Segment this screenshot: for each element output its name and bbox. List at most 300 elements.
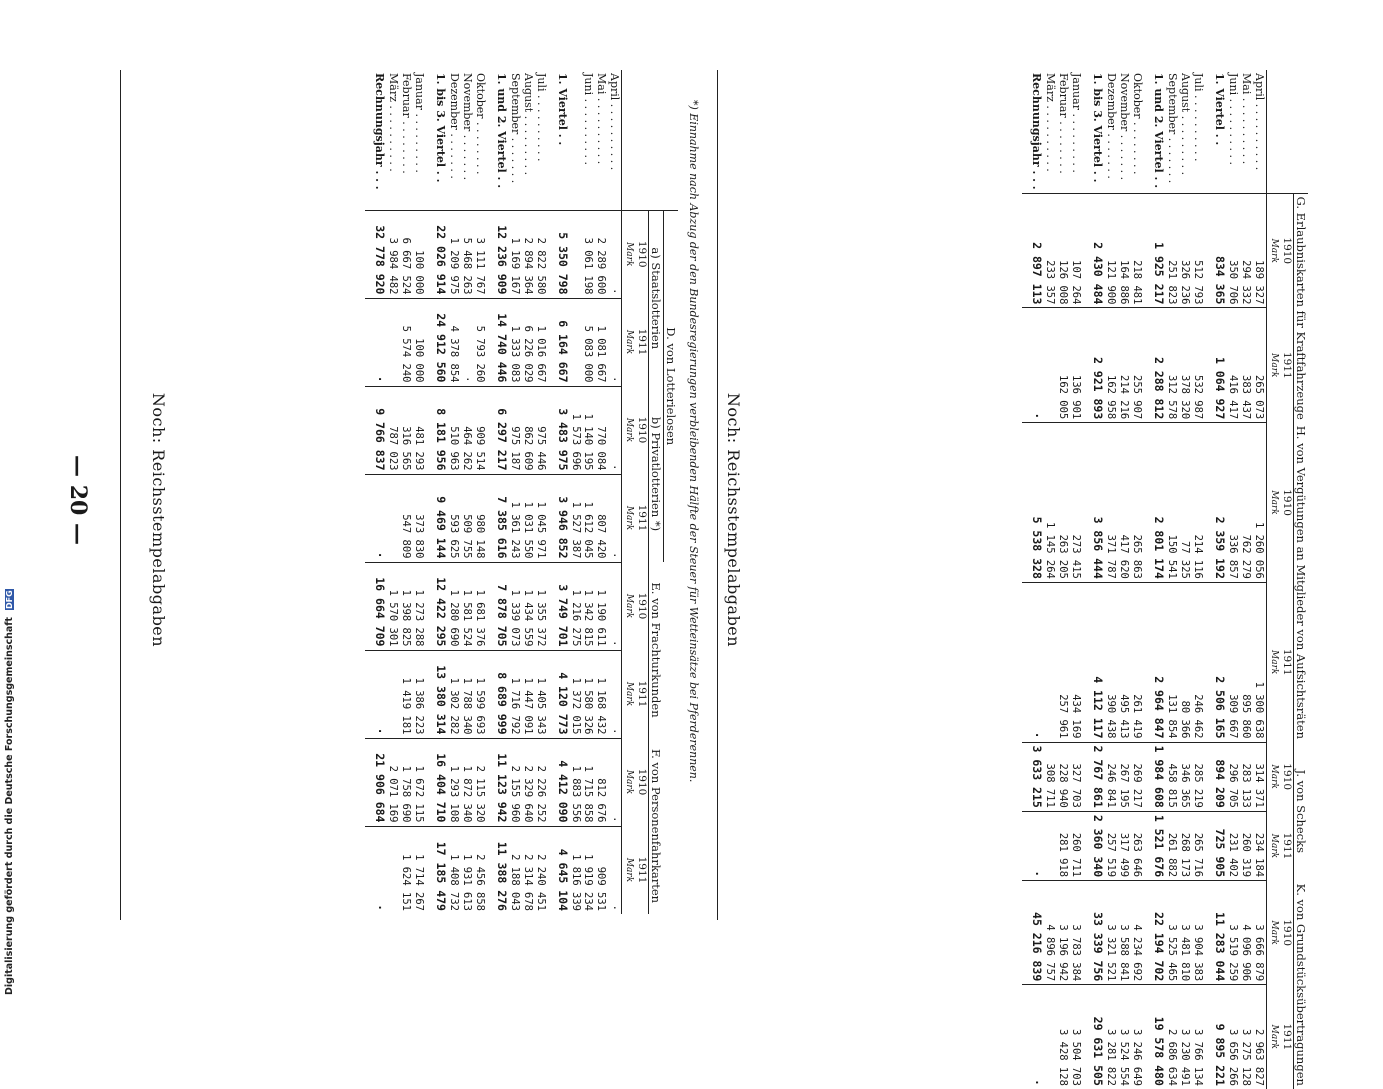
table-cell: · <box>461 298 474 386</box>
table-cell: 136 901 <box>1070 308 1083 423</box>
table-cell: · <box>1022 308 1044 423</box>
lower-table <box>1022 70 1308 1089</box>
table-cell: 285 219 <box>1192 742 1205 811</box>
table-cell: 5 793 260 <box>474 298 487 386</box>
table-cell: 373 830 <box>413 474 426 562</box>
table-cell: · <box>365 298 387 386</box>
unit-label: Mark <box>1269 238 1279 263</box>
table-cell: 1 925 217 <box>1144 193 1166 308</box>
table-cell: 269 217 <box>1131 742 1144 811</box>
label-header-blank <box>622 70 664 210</box>
table-row <box>461 70 474 914</box>
table-row <box>1070 70 1083 1089</box>
year-header: 1911 Mark <box>1267 582 1294 742</box>
table-cell: 1 190 611 <box>595 562 608 650</box>
table-cell: 350 706 <box>1227 193 1240 308</box>
unit-label: Mark <box>1269 1024 1279 1049</box>
table-cell: 1 931 613 <box>461 854 474 911</box>
table-cell: · <box>608 562 622 650</box>
table-cell: 3 246 649 <box>1131 1029 1144 1086</box>
table-cell: 3 666 879 <box>1253 881 1267 985</box>
table-cell: 1 398 825 <box>400 562 413 650</box>
lower-top-rule <box>717 70 718 920</box>
table-cell: 231 402 <box>1227 811 1240 880</box>
table-cell: 4 112 117 <box>1083 582 1105 742</box>
row-label: Februar . . . . . . . . <box>1057 70 1070 193</box>
unit-label: Mark <box>624 505 634 531</box>
row-label: September . . . . . . . <box>509 70 522 210</box>
table-cell: 126 008 <box>1057 193 1070 308</box>
table-cell: 296 705 <box>1227 742 1240 811</box>
table-cell: 1 405 343 <box>535 650 548 738</box>
table-cell: 1 386 223 <box>413 650 426 738</box>
table-cell: 2 288 812 <box>1144 308 1166 423</box>
table-cell: 283 133 <box>1240 742 1253 811</box>
table-cell: 263 646 <box>1131 811 1144 880</box>
page-number: — 20 — <box>65 455 91 545</box>
table-cell: 24 912 560 <box>426 298 448 386</box>
table-cell: · <box>608 210 622 298</box>
table-cell: 2 921 893 <box>1083 308 1105 423</box>
table-cell <box>1044 308 1057 423</box>
unit-label: Mark <box>1269 353 1279 378</box>
table-cell: 29 631 505 <box>1091 1016 1105 1086</box>
table-cell: 1 031 550 <box>522 474 535 562</box>
table-cell: 1 302 282 <box>448 650 461 738</box>
table-cell: 1 599 693 <box>474 650 487 738</box>
table-cell: 1 169 167 <box>509 210 522 298</box>
table-cell: 80 366 <box>1179 582 1192 742</box>
table-cell: 2 430 484 <box>1083 193 1105 308</box>
table-cell: 131 854 <box>1166 582 1179 742</box>
table-cell: 3 588 841 <box>1118 881 1131 985</box>
year-header: 1911 Mark <box>622 650 649 738</box>
table-cell: 16 664 709 <box>365 562 387 650</box>
table-row <box>387 70 400 914</box>
table-cell: 6 297 217 <box>487 386 509 474</box>
table-cell: 11 283 044 <box>1205 881 1227 985</box>
table-row <box>595 70 608 914</box>
table-row <box>1240 70 1253 1089</box>
table-cell: 1 342 815 <box>582 562 595 650</box>
upper-header-filler <box>664 562 679 914</box>
table-cell: 228 940 <box>1057 742 1070 811</box>
table-cell: 251 823 <box>1166 193 1179 308</box>
table-cell: 1 681 376 <box>474 562 487 650</box>
table-cell: 1 714 267 <box>413 854 426 911</box>
table-cell: 5 350 798 <box>548 210 570 298</box>
dfg-logo: DFG <box>5 590 14 609</box>
table-sum-row <box>426 70 448 914</box>
unit-label: Mark <box>624 681 634 707</box>
table-cell: 3 111 767 <box>474 210 487 298</box>
table-cell: 390 438 <box>1105 582 1118 742</box>
table-cell: 3 946 852 <box>548 474 570 562</box>
row-label: April . . . . . . . . . . <box>1253 70 1267 193</box>
unit-label: Mark <box>624 593 634 619</box>
table-cell: 3 230 491 <box>1179 1029 1192 1086</box>
table-cell <box>1044 985 1057 1089</box>
table-row <box>1044 70 1057 1089</box>
table-cell: 3 275 128 <box>1240 1029 1253 1086</box>
group-g-kraftfahrzeuge: G. Erlaubniskarten für Kraftfahrzeuge <box>1294 193 1309 423</box>
table-cell: 1 361 243 <box>509 474 522 562</box>
table-cell: 8 181 956 <box>426 386 448 474</box>
table-cell: 4 234 692 <box>1131 881 1144 985</box>
table-cell: · <box>365 650 387 738</box>
table-cell: 2 822 580 <box>535 210 548 298</box>
table-cell: 812 676 <box>595 738 608 826</box>
table-row <box>474 70 487 914</box>
table-cell: 257 519 <box>1105 811 1118 880</box>
row-label: Rechnungsjahr . . . <box>1022 70 1044 193</box>
row-label: Juli . . . . . . . . . . <box>535 70 548 210</box>
table-sum-row <box>487 70 509 914</box>
table-cell: 512 793 <box>1192 193 1205 308</box>
row-label: August . . . . . . . . . <box>1179 70 1192 193</box>
table-row <box>509 70 522 914</box>
table-cell: 510 963 <box>448 386 461 474</box>
table-cell: 100 000 <box>413 210 426 298</box>
table-cell: 975 187 <box>509 386 522 474</box>
table-cell: 458 815 <box>1166 742 1179 811</box>
label-header-blank <box>1267 70 1309 193</box>
table-cell: 1 140 195 <box>582 386 595 474</box>
table-cell: 261 882 <box>1166 811 1179 880</box>
table-cell: 19 578 480 <box>1152 1016 1166 1086</box>
row-label: 1. bis 3. Viertel . . <box>1083 70 1105 193</box>
group-d-privatlotterien: b) Privatlotterien *) <box>649 386 664 562</box>
year-header: 1910 Mark <box>1267 742 1294 811</box>
table-cell: 417 620 <box>1118 423 1131 583</box>
year-header: 1911 Mark <box>1267 985 1294 1089</box>
table-row <box>1118 70 1131 1089</box>
table-cell: 265 073 <box>1253 308 1267 423</box>
table-cell: 1 434 559 <box>522 562 535 650</box>
table-cell: 77 325 <box>1179 423 1192 583</box>
table-cell: 1 280 690 <box>448 562 461 650</box>
table-cell: 22 194 702 <box>1144 881 1166 985</box>
table-cell: 4 378 854 <box>448 298 461 386</box>
lower-section-title: Noch: Reichsstempelabgaben <box>724 392 743 648</box>
upper-section-title: Noch: Reichsstempelabgaben <box>149 392 168 648</box>
table-cell: 980 148 <box>474 474 487 562</box>
table-cell: 787 023 <box>387 386 400 474</box>
table-cell: 2 456 858 <box>474 854 487 911</box>
table-cell: 3 984 482 <box>387 210 400 298</box>
table-cell: 2 329 640 <box>522 738 535 826</box>
table-cell: 5 083 000 <box>582 298 595 386</box>
table-cell: 4 896 757 <box>1044 881 1057 985</box>
table-cell: 6 164 667 <box>548 298 570 386</box>
table-cell: 326 236 <box>1179 193 1192 308</box>
unit-label: Mark <box>1269 650 1279 675</box>
table-cell: 1 145 264 <box>1044 423 1057 583</box>
table-cell: 1 788 340 <box>461 650 474 738</box>
row-label: Januar . . . . . . . . . <box>1070 70 1083 193</box>
table-cell: 261 419 <box>1131 582 1144 742</box>
unit-label: Mark <box>1269 764 1279 789</box>
table-cell: 495 413 <box>1118 582 1131 742</box>
table-row <box>570 70 582 914</box>
table-cell: 260 711 <box>1070 811 1083 880</box>
group-d-lotterielose: D. von Lotterielosen <box>664 210 679 562</box>
table-cell: 9 895 221 <box>1213 1023 1227 1086</box>
table-cell: 1 419 181 <box>400 650 413 738</box>
table-row <box>1166 70 1179 1089</box>
table-cell: · <box>373 904 387 911</box>
row-label: Oktober . . . . . . . . <box>474 70 487 210</box>
table-cell: · <box>608 738 622 826</box>
table-sum-row <box>548 70 570 914</box>
table-cell: 1 045 971 <box>535 474 548 562</box>
table-cell: 2 359 192 <box>1205 423 1227 583</box>
table-cell: 346 365 <box>1179 742 1192 811</box>
table-cell: 6 667 524 <box>400 210 413 298</box>
table-cell: 100 000 <box>413 298 426 386</box>
row-label: Mai . . . . . . . . . . <box>595 70 608 210</box>
table-cell: 909 531 <box>595 866 608 911</box>
table-cell: 909 514 <box>474 386 487 474</box>
table-sum-row <box>1022 70 1044 1089</box>
table-cell: 3 481 810 <box>1179 881 1192 985</box>
table-cell: 1 372 015 <box>570 650 582 738</box>
table-cell: 3 321 521 <box>1105 881 1118 985</box>
table-cell: 2 964 847 <box>1144 582 1166 742</box>
table-cell: 509 755 <box>461 474 474 562</box>
table-cell: 1 573 696 <box>570 386 582 474</box>
table-cell: 2 506 165 <box>1205 582 1227 742</box>
table-row <box>522 70 535 914</box>
row-label: August . . . . . . . . . <box>522 70 535 210</box>
table-cell: 265 716 <box>1192 811 1205 880</box>
table-cell: 770 084 <box>595 386 608 474</box>
table-cell: 593 625 <box>448 474 461 562</box>
year-header: 1911 Mark <box>1267 308 1294 423</box>
table-cell: 218 481 <box>1131 193 1144 308</box>
table-cell: 214 116 <box>1192 423 1205 583</box>
table-cell: 16 404 710 <box>426 738 448 826</box>
table-cell: 1 016 667 <box>535 298 548 386</box>
row-label: Juni . . . . . . . . . . <box>582 70 595 210</box>
table-cell: 234 184 <box>1253 811 1267 880</box>
year-header: 1911 Mark <box>622 826 649 914</box>
table-cell: 2 767 861 <box>1083 742 1105 811</box>
table-cell: · <box>1022 582 1044 742</box>
table-cell: 1 715 858 <box>582 738 595 826</box>
table-cell: 3 783 384 <box>1070 881 1083 985</box>
table-cell: 6 226 029 <box>522 298 535 386</box>
row-label: Mai . . . . . . . . . . <box>1240 70 1253 193</box>
table-cell: 1 521 676 <box>1144 811 1166 880</box>
table-cell: 5 468 263 <box>461 210 474 298</box>
table-row <box>1192 70 1205 1089</box>
table-cell: 1 758 690 <box>400 738 413 826</box>
table-cell: · <box>1030 1078 1044 1086</box>
table-cell: 8 689 999 <box>487 650 509 738</box>
table-cell: 267 195 <box>1118 742 1131 811</box>
table-cell: · <box>608 474 622 562</box>
table-cell: 1 064 927 <box>1205 308 1227 423</box>
year-header: 1910 Mark <box>1267 193 1294 308</box>
table-cell: 1 527 387 <box>570 474 582 562</box>
table-cell: 260 319 <box>1240 811 1253 880</box>
table-cell <box>387 650 400 738</box>
table-cell: 255 907 <box>1131 308 1144 423</box>
table-cell: 257 961 <box>1057 582 1070 742</box>
table-cell: 1 883 556 <box>570 738 582 826</box>
table-cell: 895 860 <box>1240 582 1253 742</box>
table-cell: 1 816 339 <box>570 854 582 911</box>
table-cell: · <box>608 386 622 474</box>
digitization-credit-text: Digitalisierung gefördert durch die Deutsche Forschungsgemeinschaft <box>4 617 15 995</box>
unit-label: Mark <box>624 417 634 443</box>
table-cell: 11 388 276 <box>495 841 509 911</box>
table-cell <box>387 474 400 562</box>
table-cell: 834 365 <box>1205 193 1227 308</box>
table-row <box>1131 70 1144 1089</box>
table-row <box>535 70 548 914</box>
upper-top-rule <box>120 70 121 920</box>
table-cell <box>1044 582 1057 742</box>
table-cell: 1 300 638 <box>1253 582 1267 742</box>
table-cell: 3 519 259 <box>1227 881 1240 985</box>
row-label: September . . . . . . . <box>1166 70 1179 193</box>
unit-label: Mark <box>624 329 634 355</box>
year-header: 1910 Mark <box>622 562 649 650</box>
row-label: Dezember . . . . . . . <box>448 70 461 210</box>
table-cell: 107 264 <box>1070 193 1083 308</box>
table-cell: · <box>608 904 621 911</box>
upper-footnote: *) Einnahme nach Abzug der den Bundesregierungen verbleibenden Hälfte der Steuer für Wetteinsätze bei Pferderennen. <box>687 100 700 783</box>
row-label <box>570 70 582 210</box>
table-cell: 547 809 <box>400 474 413 562</box>
group-h-aufsichtsraete: H. von Vergütungen an Mitglieder von Aufsichtsräten <box>1294 423 1309 742</box>
table-row <box>1105 70 1118 1089</box>
table-cell: 273 415 <box>1070 423 1083 583</box>
table-cell: 807 420 <box>595 474 608 562</box>
table-cell: · <box>608 298 622 386</box>
table-cell: 975 446 <box>535 386 548 474</box>
table-cell: 1 339 073 <box>509 562 522 650</box>
table-cell: 434 169 <box>1070 582 1083 742</box>
table-sum-row <box>1205 70 1227 1089</box>
table-cell: 162 005 <box>1057 308 1070 423</box>
table-row <box>413 70 426 914</box>
table-cell: 312 578 <box>1166 308 1179 423</box>
table-sum-row <box>1144 70 1166 1089</box>
table-cell: 11 123 942 <box>487 738 509 826</box>
unit-label: Mark <box>1269 833 1279 859</box>
table-cell: 2 289 600 <box>595 210 608 298</box>
table-cell: 383 437 <box>1240 308 1253 423</box>
table-cell: 12 422 295 <box>426 562 448 650</box>
table-cell: 2 360 340 <box>1083 811 1105 880</box>
row-label: Februar . . . . . . . . <box>400 70 413 210</box>
table-cell: 162 958 <box>1105 308 1118 423</box>
table-cell: 1 273 288 <box>413 562 426 650</box>
table-cell: 416 417 <box>1227 308 1240 423</box>
table-cell: 13 380 314 <box>426 650 448 738</box>
table-cell: 725 905 <box>1205 811 1227 880</box>
table-cell: 317 499 <box>1118 811 1131 880</box>
year-header: 1910 Mark <box>1267 881 1294 985</box>
table-cell: 3 749 701 <box>548 562 570 650</box>
table-cell: 7 878 705 <box>487 562 509 650</box>
table-cell: 532 987 <box>1192 308 1205 423</box>
table-cell: 316 565 <box>400 386 413 474</box>
table-row <box>448 70 461 914</box>
label-header-blank <box>664 70 679 210</box>
table-cell: 1 168 432 <box>595 650 608 738</box>
row-label: März . . . . . . . . . . <box>387 70 400 210</box>
table-cell: 2 188 043 <box>509 854 522 911</box>
table-cell: 268 173 <box>1179 811 1192 880</box>
row-label: März . . . . . . . . . . <box>1044 70 1057 193</box>
table-cell: 336 857 <box>1227 423 1240 583</box>
table-cell: 3 281 822 <box>1105 1029 1118 1086</box>
table-cell: 2 115 320 <box>474 738 487 826</box>
group-d-staatslotterien: a) Staatslotterien <box>649 210 664 386</box>
table-cell: 1 081 667 <box>595 298 608 386</box>
table-cell: 762 279 <box>1240 423 1253 583</box>
row-label: Rechnungsjahr . . . <box>365 70 387 210</box>
table-cell: 3 196 942 <box>1057 881 1070 985</box>
table-cell: 14 740 446 <box>487 298 509 386</box>
upper-table <box>365 70 678 914</box>
year-header: 1910 Mark <box>622 738 649 826</box>
year-header: 1910 Mark <box>622 210 649 298</box>
table-cell: 22 026 914 <box>426 210 448 298</box>
table-cell: 1 612 045 <box>582 474 595 562</box>
row-label: 1. bis 3. Viertel . . <box>426 70 448 210</box>
table-cell: 3 061 198 <box>582 210 595 298</box>
table-cell: 7 385 616 <box>487 474 509 562</box>
table-cell: 33 339 756 <box>1083 881 1105 985</box>
table-cell: 2 155 960 <box>509 738 522 826</box>
unit-label: Mark <box>1269 920 1279 945</box>
table-cell: 1 355 372 <box>535 562 548 650</box>
unit-label: Mark <box>624 242 634 267</box>
row-label: Oktober . . . . . . . . <box>1131 70 1144 193</box>
table-cell: 121 900 <box>1105 193 1118 308</box>
table-cell: 2 226 252 <box>535 738 548 826</box>
table-cell: 309 667 <box>1227 582 1240 742</box>
table-cell: 2 071 169 <box>387 738 400 826</box>
table-cell: 2 686 634 <box>1166 1029 1179 1086</box>
table-cell: 2 897 113 <box>1022 193 1044 308</box>
table-cell: 3 504 703 <box>1070 1029 1083 1086</box>
table-cell: 233 357 <box>1044 193 1057 308</box>
table-sum-row <box>365 70 387 914</box>
table-cell: 3 766 134 <box>1192 1029 1205 1086</box>
table-cell: 3 633 215 <box>1022 742 1044 811</box>
table-cell: 17 185 479 <box>434 841 448 911</box>
table-cell: 4 096 906 <box>1240 881 1253 985</box>
table-cell: · <box>608 650 622 738</box>
group-f-personenfahrkarten: F. von Personenfahrkarten <box>649 738 664 914</box>
table-cell <box>570 210 582 298</box>
year-header: 1911 Mark <box>1267 811 1294 880</box>
table-cell: 1 293 108 <box>448 738 461 826</box>
table-row <box>400 70 413 914</box>
row-label: 1. Viertel . . <box>548 70 570 210</box>
year-header: 1910 Mark <box>1267 423 1294 583</box>
table-cell: 1 919 234 <box>582 854 595 911</box>
table-cell: 2 314 678 <box>522 854 535 911</box>
table-cell: 1 570 301 <box>387 562 400 650</box>
row-label: 1. und 2. Viertel . . <box>1144 70 1166 193</box>
